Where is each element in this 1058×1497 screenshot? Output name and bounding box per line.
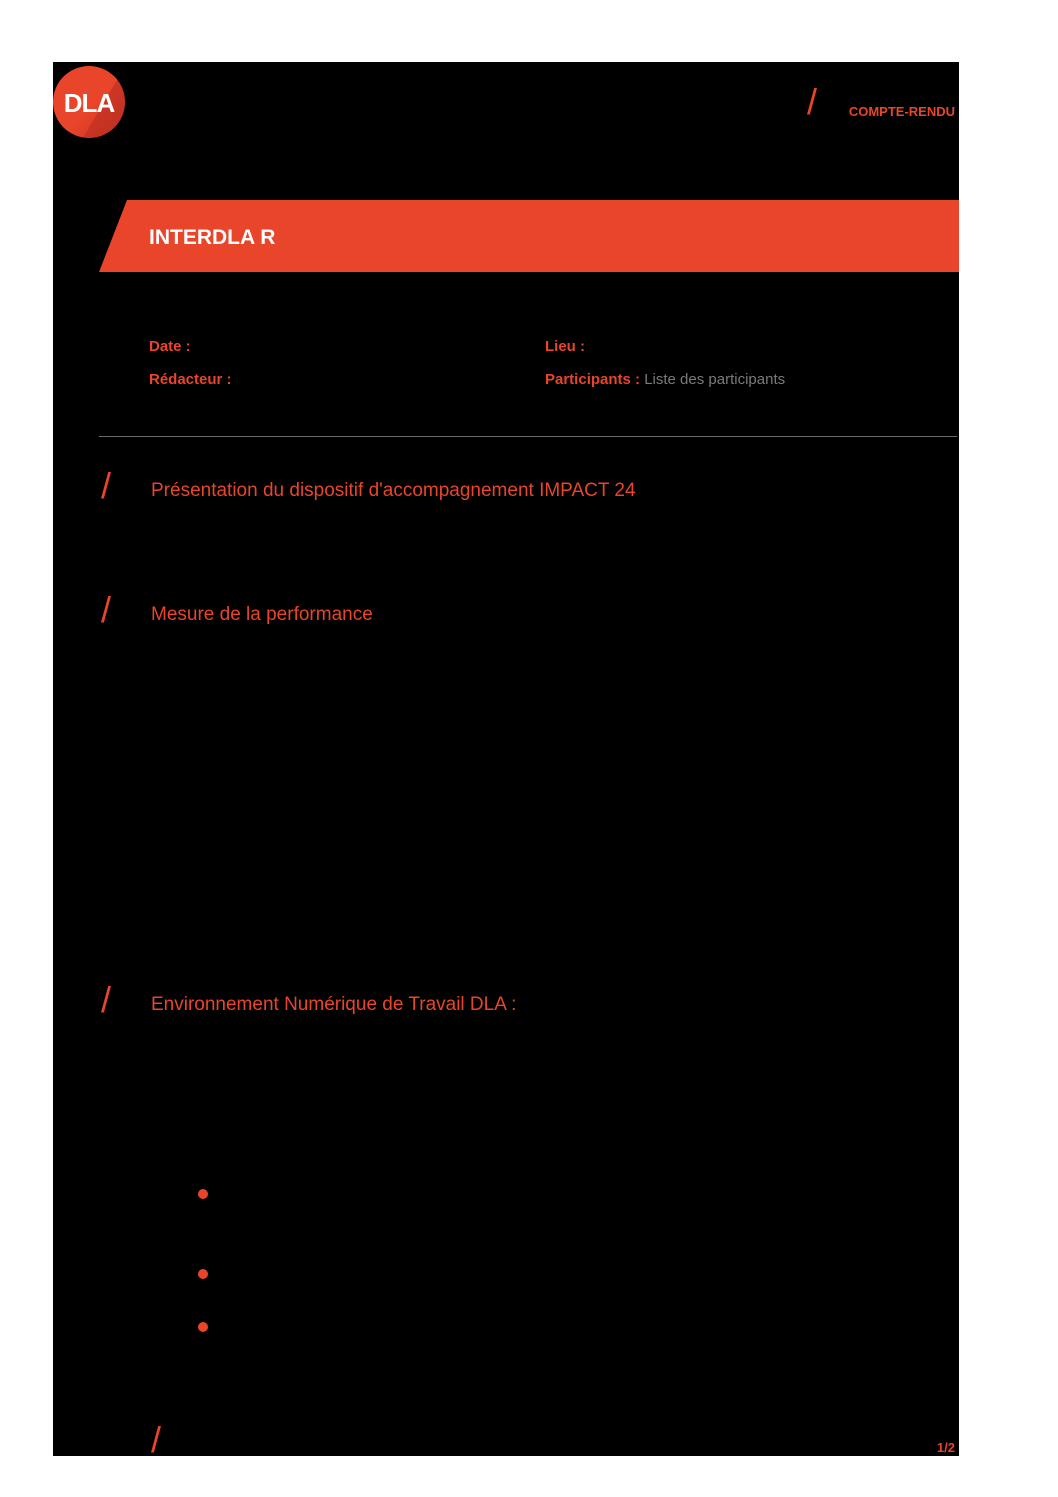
section-title-environnement: Environnement Numérique de Travail DLA : [151,994,517,1015]
section-title-performance: Mesure de la performance [151,604,373,625]
bullet-point [198,1269,208,1279]
banner-title: INTERDLA R [149,226,276,249]
date-label: Date : [149,338,191,355]
section-slash-icon: / [101,589,112,630]
dla-logo [53,66,125,138]
header-divider [99,436,957,437]
bullet-point [198,1189,208,1199]
lieu-label: Lieu : [545,338,585,355]
footer-slash-icon: / [151,1419,162,1460]
logo-text: DLA [63,88,115,118]
section-title-presentation: Présentation du dispositif d'accompagnement IMPACT 24 [151,480,636,501]
title-banner [99,200,959,272]
document-page [53,62,959,1460]
bullet-point [198,1322,208,1332]
document-type-label: COMPTE-RENDU [848,104,955,119]
section-slash-icon: / [101,465,112,506]
section-slash-icon: / [101,979,112,1020]
page-number: 1/2 [936,1440,955,1455]
header-slash-icon: / [807,81,818,122]
redacteur-label: Rédacteur : [149,371,232,388]
participants-label: Participants : [545,371,641,388]
participants-field [545,371,785,388]
participants-value: Liste des participants [644,371,786,388]
